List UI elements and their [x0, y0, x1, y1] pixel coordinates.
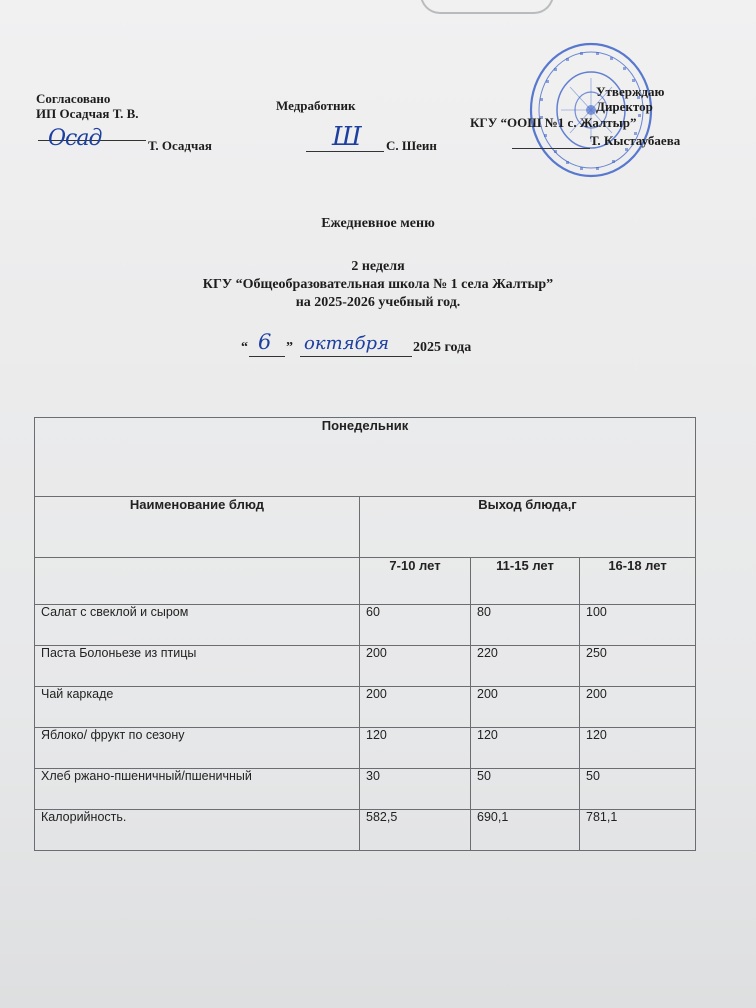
output-header: Выход блюда,г	[360, 497, 696, 558]
table-row	[35, 646, 696, 687]
menu-title: Ежедневное меню	[321, 216, 435, 231]
table-row	[35, 687, 696, 728]
dish-value-3: 120	[580, 728, 696, 769]
agreed-name: Т. Осадчая	[148, 138, 212, 153]
date-close-quote: ”	[286, 340, 293, 355]
dish-value-2: 50	[471, 769, 580, 810]
school-year: на 2025-2026 учебный год.	[295, 295, 461, 310]
dish-value-3: 200	[580, 687, 696, 728]
date-day-line	[249, 356, 285, 357]
calories-value-3: 781,1	[580, 810, 696, 851]
calories-value-2: 690,1	[471, 810, 580, 851]
approve-title: Директор	[596, 99, 653, 114]
dish-name: Чай каркаде	[35, 687, 360, 728]
date-year: 2025 года	[413, 340, 472, 355]
table-age-row	[35, 558, 696, 605]
approve-label: Утверждаю	[596, 84, 665, 99]
dish-value-2: 200	[471, 687, 580, 728]
table-row	[35, 605, 696, 646]
dish-value-1: 30	[360, 769, 471, 810]
menu-table	[34, 417, 696, 851]
dish-name: Салат с свеклой и сыром	[35, 605, 360, 646]
age-col-3: 16-18 лет	[580, 558, 696, 605]
medic-label: Медработник	[276, 98, 356, 113]
agreed-signature: Осад	[48, 126, 102, 151]
dish-name: Паста Болоньезе из птицы	[35, 646, 360, 687]
approve-name: Т. Кыстаубаева	[590, 133, 681, 148]
approve-signature-line	[512, 148, 590, 149]
dish-value-1: 200	[360, 687, 471, 728]
dish-value-1: 60	[360, 605, 471, 646]
calories-label: Калорийность.	[35, 810, 360, 851]
day-cell: Понедельник	[35, 418, 696, 497]
date-day: 6	[258, 330, 272, 354]
agreed-label: Согласовано	[36, 91, 111, 106]
approve-org: КГУ “ООШ №1 с. Жалтыр”	[470, 115, 637, 130]
dish-value-1: 120	[360, 728, 471, 769]
dish-value-1: 200	[360, 646, 471, 687]
dish-name: Хлеб ржано-пшеничный/пшеничный	[35, 769, 360, 810]
age-col-1: 7-10 лет	[360, 558, 471, 605]
dish-value-2: 120	[471, 728, 580, 769]
clipboard-clip	[420, 0, 554, 14]
age-col-2: 11-15 лет	[471, 558, 580, 605]
calories-value-1: 582,5	[360, 810, 471, 851]
table-row	[35, 769, 696, 810]
dish-header: Наименование блюд	[35, 497, 360, 558]
week-label: 2 неделя	[351, 259, 405, 274]
table-header-row	[35, 497, 696, 558]
school-name: КГУ “Общеобразовательная школа № 1 села Жалтыр”	[202, 277, 554, 292]
dish-value-2: 220	[471, 646, 580, 687]
dish-name: Яблоко/ фрукт по сезону	[35, 728, 360, 769]
dish-value-3: 50	[580, 769, 696, 810]
table-row-calories	[35, 810, 696, 851]
agreed-org: ИП Осадчая Т. В.	[36, 106, 139, 121]
date-open-quote: “	[241, 340, 248, 355]
table-day-row	[35, 418, 696, 497]
date-month: октября	[304, 333, 389, 354]
age-empty-cell	[35, 558, 360, 605]
medic-signature: Ш	[332, 122, 362, 152]
table-row	[35, 728, 696, 769]
date-month-line	[300, 356, 412, 357]
medic-name: С. Шеин	[386, 138, 437, 153]
dish-value-3: 100	[580, 605, 696, 646]
dish-value-2: 80	[471, 605, 580, 646]
dish-value-3: 250	[580, 646, 696, 687]
